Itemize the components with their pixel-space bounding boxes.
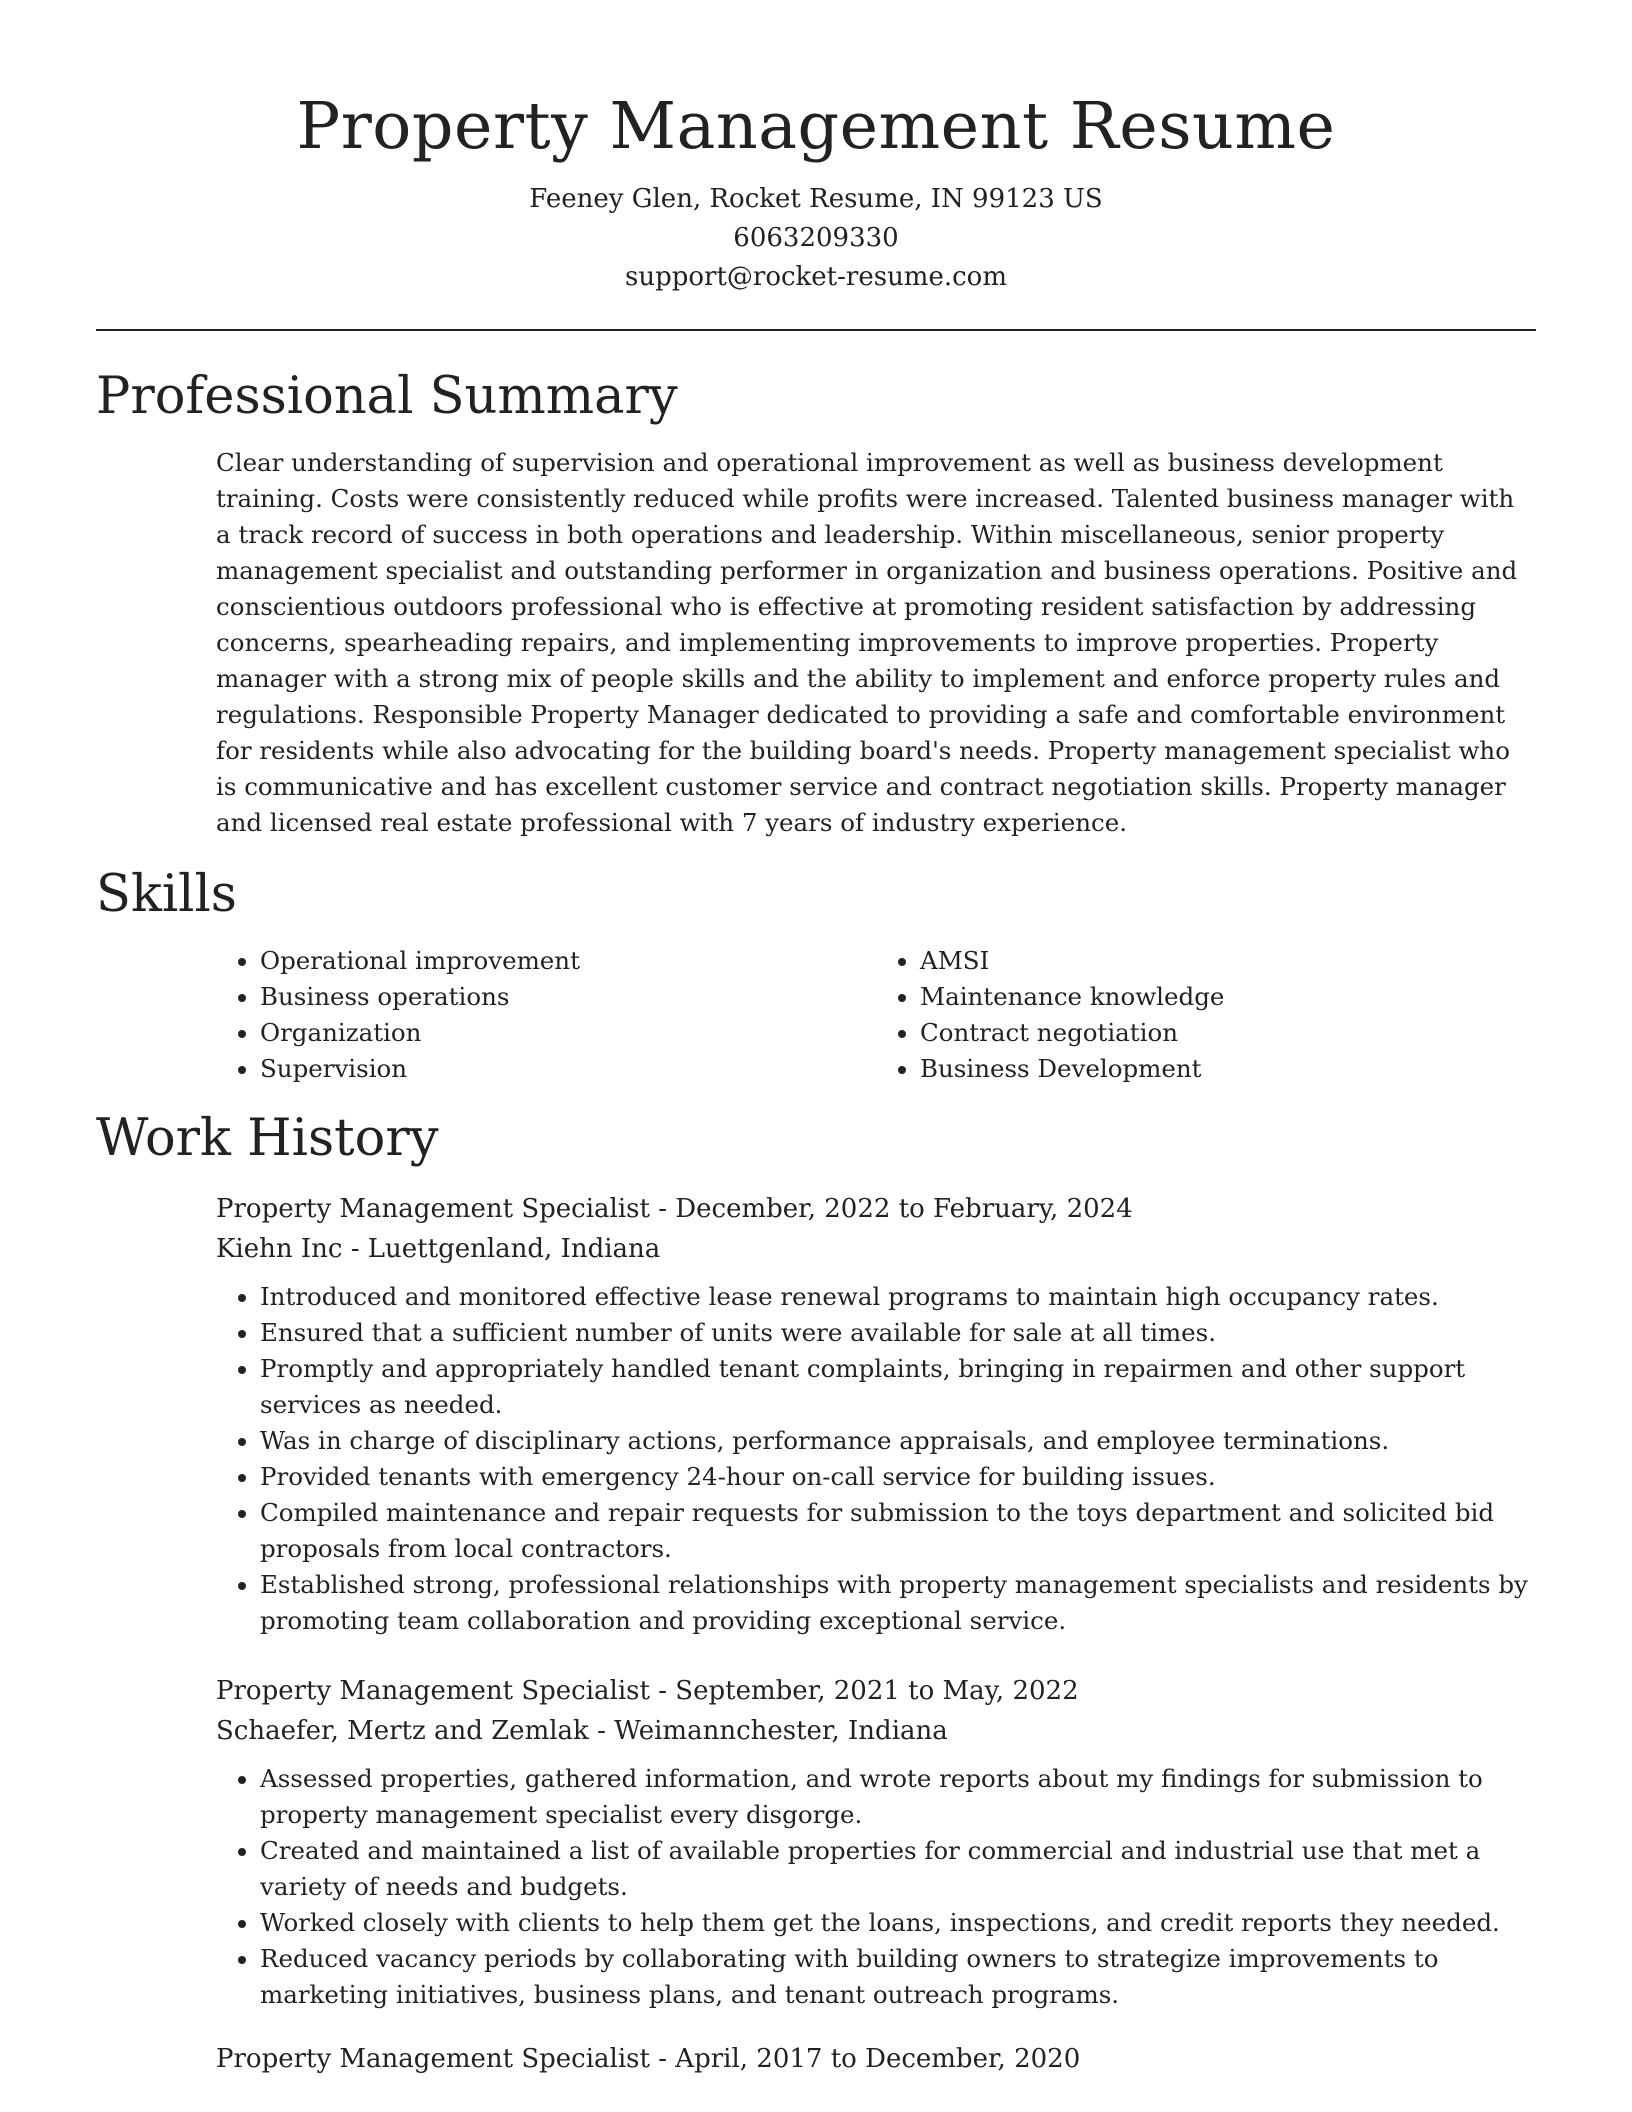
job-title-dates: Property Management Specialist - September, 2021 to May, 2022	[216, 1676, 1079, 1706]
job-bullet: • Assessed properties, gathered information, and wrote reports about my findings for submission to property management specialist every disgorge.	[260, 1761, 1536, 1833]
skill-item: • Maintenance knowledge	[920, 979, 1536, 1015]
job-entry	[216, 1671, 1536, 2013]
job-bullet: • Compiled maintenance and repair requests for submission to the toys department and solicited bid proposals from local contractors.	[260, 1495, 1536, 1567]
job-entry	[216, 2039, 1536, 2079]
contact-address: Feeney Glen, Rocket Resume, IN 99123 US	[529, 184, 1103, 214]
resume-header	[96, 0, 1536, 297]
job-entry	[216, 1189, 1536, 1639]
job-bullet: • Worked closely with clients to help them get the loans, inspections, and credit reports they needed.	[260, 1905, 1536, 1941]
header-divider	[96, 329, 1536, 331]
summary-text: Clear understanding of supervision and operational improvement as well as business development training. Costs were consistently reduced while profits were increased. Talented business manager with a track record of success in both operations and leadership. Within miscellaneous, senior property management specialist and outstanding performer in organization and business operations. Positive and conscientious outdoors professional who is effective at promoting resident satisfaction by addressing concerns, spearheading repairs, and implementing improvements to improve properties. Property manager with a strong mix of people skills and the ability to implement and enforce property rules and regulations. Responsible Property Manager dedicated to providing a safe and comfortable environment for residents while also advocating for the building board's needs. Property management specialist who is communicative and has excellent customer service and contract negotiation skills. Property manager and licensed real estate professional with 7 years of industry experience.	[216, 448, 1518, 837]
job-bullets	[216, 1279, 1536, 1639]
skills-column-left	[216, 943, 876, 1087]
skill-item: • AMSI	[920, 943, 1536, 979]
job-bullet: • Provided tenants with emergency 24-hour on-call service for building issues.	[260, 1459, 1536, 1495]
job-bullet: • Reduced vacancy periods by collaborating with building owners to strategize improvements to marketing initiatives, business plans, and tenant outreach programs.	[260, 1941, 1536, 2013]
job-title-dates: Property Management Specialist - April, 2017 to December, 2020	[216, 2044, 1081, 2074]
job-bullet: • Created and maintained a list of available properties for commercial and industrial use that met a variety of needs and budgets.	[260, 1833, 1536, 1905]
contact-block	[96, 180, 1536, 297]
skill-item: • Contract negotiation	[920, 1015, 1536, 1051]
contact-email: support@rocket-resume.com	[624, 262, 1007, 292]
resume-title: Property Management Resume	[296, 89, 1336, 164]
summary-section	[96, 367, 1536, 841]
job-title-dates: Property Management Specialist - December, 2022 to February, 2024	[216, 1194, 1133, 1224]
skill-item: • Business operations	[260, 979, 876, 1015]
job-bullet: • Established strong, professional relationships with property management specialists and residents by promoting team collaboration and providing exceptional service.	[260, 1567, 1536, 1639]
work-history-heading: Work History	[96, 1109, 439, 1168]
job-company-location: Schaefer, Mertz and Zemlak - Weimannchester, Indiana	[216, 1716, 948, 1746]
job-company-location: Kiehn Inc - Luettgenland, Indiana	[216, 1234, 661, 1264]
skills-section	[96, 865, 1536, 1087]
job-bullet: • Was in charge of disciplinary actions, performance appraisals, and employee terminations.	[260, 1423, 1536, 1459]
job-bullet: • Promptly and appropriately handled tenant complaints, bringing in repairmen and other support services as needed.	[260, 1351, 1536, 1423]
summary-heading: Professional Summary	[96, 367, 678, 426]
skill-item: • Business Development	[920, 1051, 1536, 1087]
contact-phone: 6063209330	[733, 223, 899, 253]
skill-item: • Supervision	[260, 1051, 876, 1087]
skills-heading: Skills	[96, 865, 237, 924]
skills-grid	[216, 943, 1536, 1087]
skill-item: • Operational improvement	[260, 943, 876, 979]
work-history-section	[96, 1109, 1536, 2079]
job-bullets	[216, 1761, 1536, 2013]
skill-item: • Organization	[260, 1015, 876, 1051]
skills-column-right	[876, 943, 1536, 1087]
resume-page	[96, 0, 1536, 2079]
job-bullet: • Introduced and monitored effective lease renewal programs to maintain high occupancy rates.	[260, 1279, 1536, 1315]
job-bullet: • Ensured that a sufficient number of units were available for sale at all times.	[260, 1315, 1536, 1351]
